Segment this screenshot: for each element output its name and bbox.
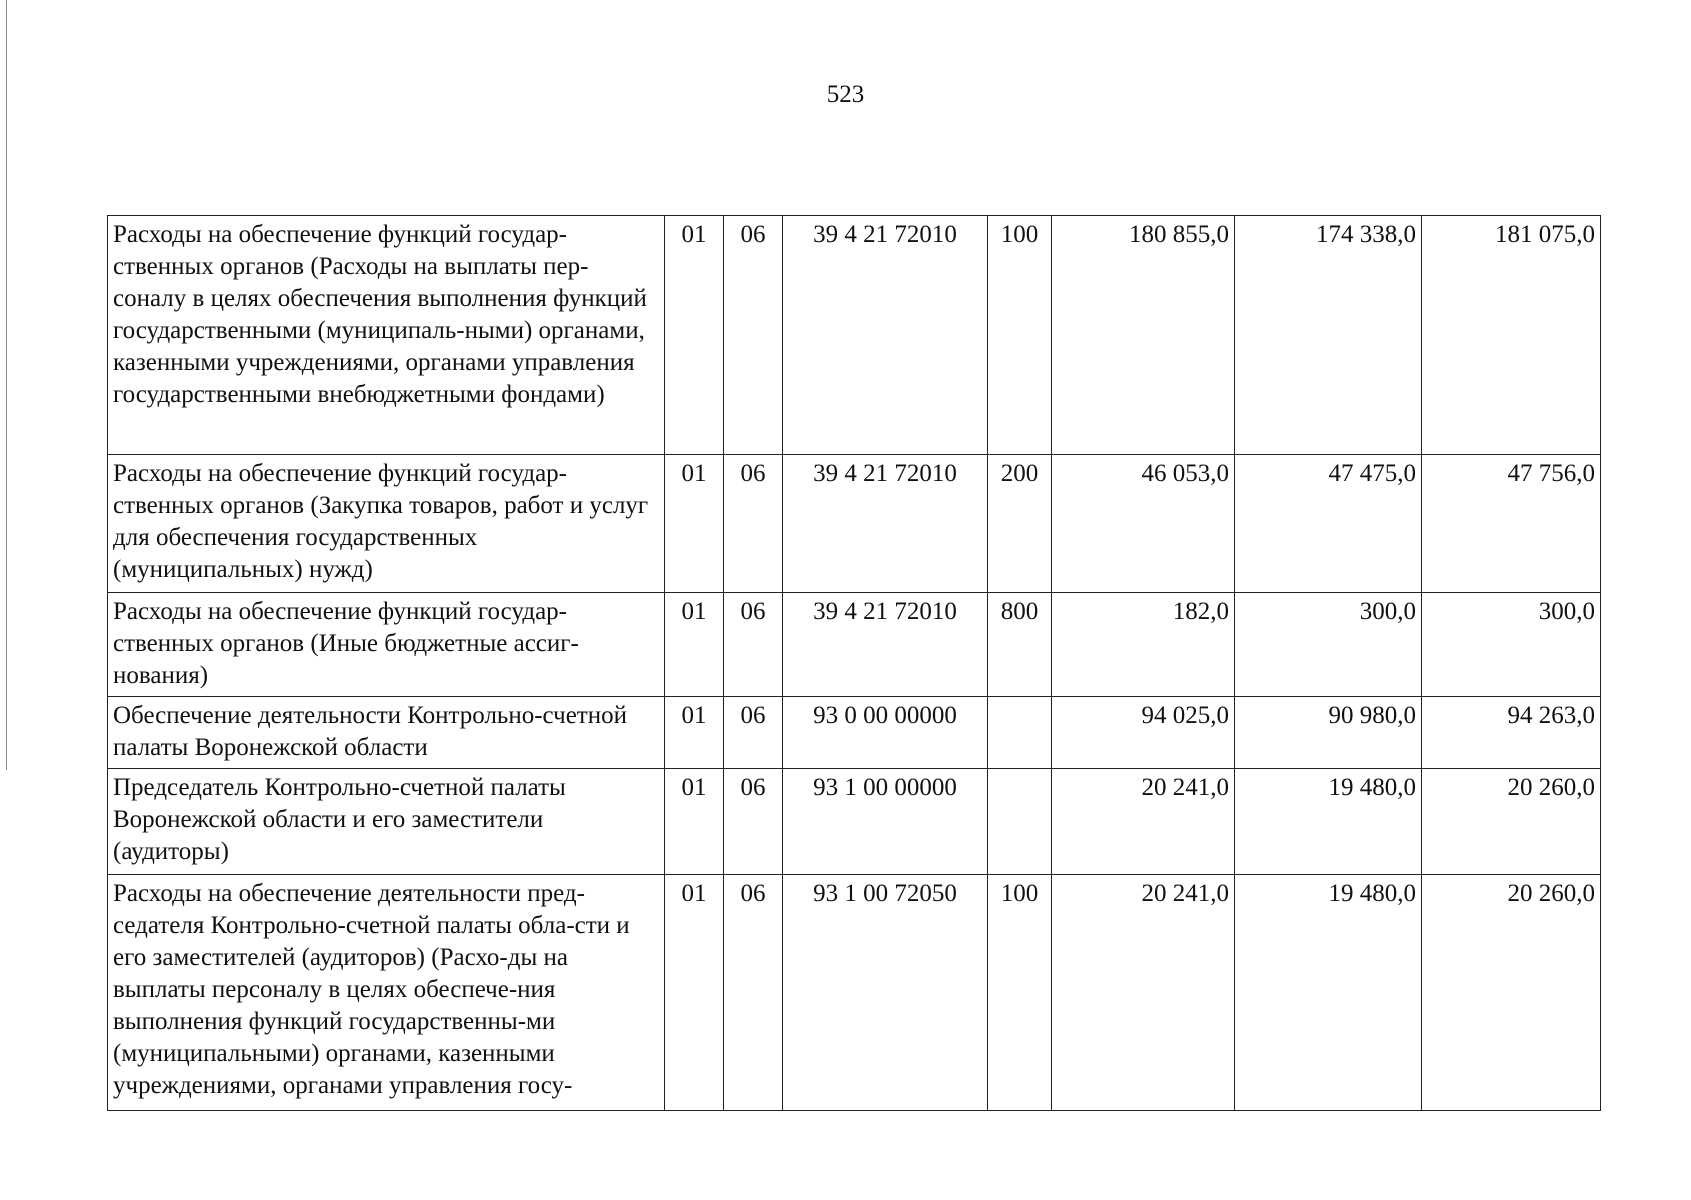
subsection-code-cell: 06	[724, 455, 783, 593]
amount-year-2-cell: 19 480,0	[1235, 875, 1422, 1111]
expense-type-cell: 800	[988, 593, 1052, 697]
amount-year-1-cell: 20 241,0	[1052, 769, 1235, 875]
section-code-cell: 01	[665, 593, 724, 697]
amount-year-1-cell: 46 053,0	[1052, 455, 1235, 593]
amount-year-1-cell: 182,0	[1052, 593, 1235, 697]
amount-year-3-cell: 47 756,0	[1422, 455, 1601, 593]
table-row	[108, 455, 1601, 593]
amount-year-3-cell: 20 260,0	[1422, 769, 1601, 875]
table-row	[108, 875, 1601, 1111]
amount-year-3-cell: 94 263,0	[1422, 697, 1601, 769]
amount-year-1-cell: 94 025,0	[1052, 697, 1235, 769]
expense-type-cell: 100	[988, 216, 1052, 455]
target-article-cell: 93 1 00 00000	[783, 769, 988, 875]
section-code-cell: 01	[665, 769, 724, 875]
table-row	[108, 697, 1601, 769]
amount-year-1-cell: 20 241,0	[1052, 875, 1235, 1111]
target-article-cell: 93 0 00 00000	[783, 697, 988, 769]
expense-name-cell: Расходы на обеспечение функций государ-ственных органов (Расходы на выплаты пер-соналу в целях обеспечения выполнения функций государственными (муниципаль-ными) органами, казенными учреждениями, органами управления государственными внебюджетными фондами)	[108, 216, 665, 455]
expense-name-cell: Расходы на обеспечение деятельности пред-седателя Контрольно-счетной палаты обла-сти и его заместителей (аудиторов) (Расхо-ды на выплаты персоналу в целях обеспече-ния выполнения функций государственны-ми (муниципальными) органами, казенными учреждениями, органами управления госу-	[108, 875, 665, 1111]
expense-type-cell: 100	[988, 875, 1052, 1111]
subsection-code-cell: 06	[724, 697, 783, 769]
subsection-code-cell: 06	[724, 769, 783, 875]
target-article-cell: 39 4 21 72010	[783, 593, 988, 697]
amount-year-2-cell: 47 475,0	[1235, 455, 1422, 593]
amount-year-3-cell: 300,0	[1422, 593, 1601, 697]
page-number: 523	[826, 81, 865, 108]
expense-name-cell: Председатель Контрольно-счетной палаты Воронежской области и его заместители (аудиторы)	[108, 769, 665, 875]
amount-year-2-cell: 19 480,0	[1235, 769, 1422, 875]
section-code-cell: 01	[665, 875, 724, 1111]
section-code-cell: 01	[665, 697, 724, 769]
expense-name-cell: Обеспечение деятельности Контрольно-счетной палаты Воронежской области	[108, 697, 665, 769]
subsection-code-cell: 06	[724, 593, 783, 697]
table-row	[108, 593, 1601, 697]
scan-edge-line	[6, 0, 7, 770]
amount-year-1-cell: 180 855,0	[1052, 216, 1235, 455]
target-article-cell: 93 1 00 72050	[783, 875, 988, 1111]
expense-type-cell	[988, 697, 1052, 769]
expense-type-cell: 200	[988, 455, 1052, 593]
target-article-cell: 39 4 21 72010	[783, 455, 988, 593]
amount-year-2-cell: 300,0	[1235, 593, 1422, 697]
amount-year-3-cell: 181 075,0	[1422, 216, 1601, 455]
subsection-code-cell: 06	[724, 875, 783, 1111]
amount-year-2-cell: 90 980,0	[1235, 697, 1422, 769]
expense-name-cell: Расходы на обеспечение функций государ-ственных органов (Закупка товаров, работ и услуг для обеспечения государственных (муниципальных) нужд)	[108, 455, 665, 593]
budget-table	[107, 215, 1601, 1111]
table-row	[108, 769, 1601, 875]
amount-year-2-cell: 174 338,0	[1235, 216, 1422, 455]
expense-name-cell: Расходы на обеспечение функций государ-ственных органов (Иные бюджетные ассиг-нования)	[108, 593, 665, 697]
section-code-cell: 01	[665, 216, 724, 455]
expense-type-cell	[988, 769, 1052, 875]
subsection-code-cell: 06	[724, 216, 783, 455]
target-article-cell: 39 4 21 72010	[783, 216, 988, 455]
table-row	[108, 216, 1601, 455]
section-code-cell: 01	[665, 455, 724, 593]
amount-year-3-cell: 20 260,0	[1422, 875, 1601, 1111]
